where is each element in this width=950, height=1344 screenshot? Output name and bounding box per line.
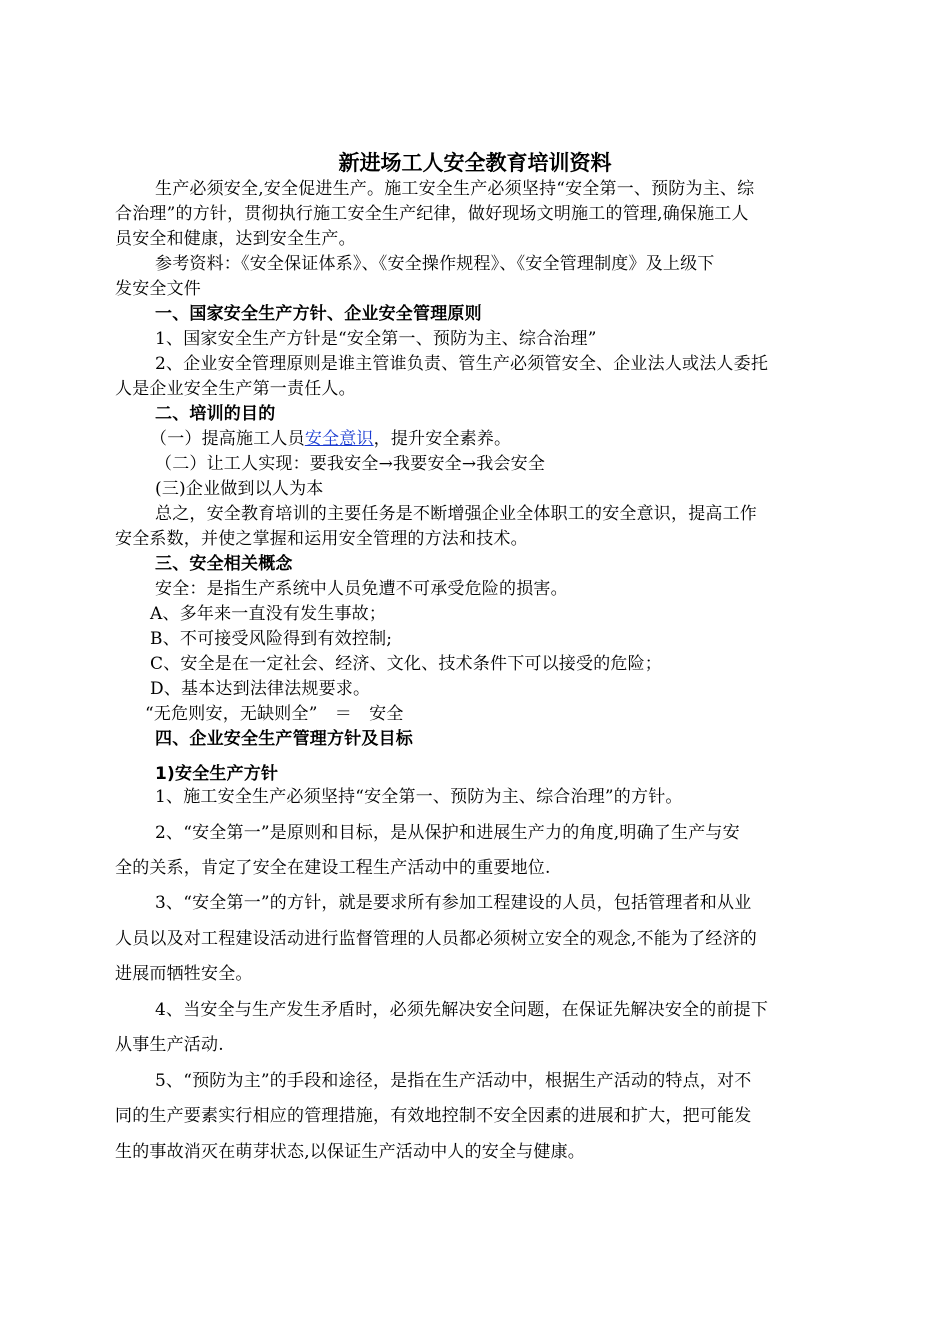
list-item-text: ，提升安全素养。: [373, 429, 512, 449]
section-heading: 一、国家安全生产方针、企业安全管理原则: [155, 304, 482, 324]
paragraph-line: 1、施工安全生产必须坚持“安全第一、预防为主、综合治理”的方针。: [155, 787, 683, 807]
paragraph-line: 1、国家安全生产方针是“安全第一、预防为主、综合治理”: [155, 329, 597, 349]
paragraph-line: 总之，安全教育培训的主要任务是不断增强企业全体职工的安全意识，提高工作: [155, 504, 757, 524]
list-item: A、多年来一直没有发生事故；: [150, 604, 387, 624]
paragraph-line: 2、企业安全管理原则是谁主管谁负责、管生产必须管安全、企业法人或法人委托: [155, 354, 769, 374]
list-item: C、安全是在一定社会、经济、文化、技术条件下可以接受的危险；: [150, 654, 663, 674]
document-title: 新进场工人安全教育培训资料: [338, 151, 612, 175]
list-item: (三)企业做到以人为本: [155, 479, 324, 499]
list-item: B、不可接受风险得到有效控制;: [150, 629, 393, 649]
list-item-text: （一）提高施工人员: [150, 429, 305, 449]
paragraph-line: 2、“安全第一”是原则和目标，是从保护和进展生产力的角度,明确了生产与安: [155, 823, 740, 843]
reference-line: 发安全文件: [115, 279, 201, 299]
list-item: （二）让工人实现：要我安全→我要安全→我会安全: [155, 454, 546, 474]
paragraph-line: 5、“预防为主”的手段和途径，是指在生产活动中，根据生产活动的特点，对不: [155, 1071, 752, 1091]
section-heading: 二、培训的目的: [155, 404, 276, 424]
intro-line: 生产必须安全,安全促进生产。施工安全生产必须坚持“安全第一、预防为主、综: [155, 179, 755, 199]
paragraph-line: 全的关系，肯定了安全在建设工程生产活动中的重要地位.: [115, 858, 551, 878]
paragraph-line: 同的生产要素实行相应的管理措施，有效地控制不安全因素的进展和扩大，把可能发: [115, 1106, 752, 1126]
paragraph-line: 从事生产活动.: [115, 1035, 224, 1055]
section-heading: 三、安全相关概念: [155, 554, 293, 574]
reference-line: 参考资料：《安全保证体系》、《安全操作规程》、《安全管理制度》及上级下: [155, 254, 715, 274]
intro-line: 合治理”的方针，贯彻执行施工安全生产纪律，做好现场文明施工的管理,确保施工人: [115, 204, 749, 224]
paragraph-line: 人是企业安全生产第一责任人。: [115, 379, 356, 399]
paragraph-line: 进展而牺牲安全。: [115, 964, 253, 984]
safety-awareness-link[interactable]: 安全意识: [304, 429, 374, 449]
paragraph-line: 安全系数，并使之掌握和运用安全管理的方法和技术。: [115, 529, 528, 549]
definition-line: 安全：是指生产系统中人员免遭不可承受危险的损害。: [155, 579, 568, 599]
equation-line: “无危则安，无缺则全” ＝ 安全: [145, 704, 404, 724]
paragraph-line: 生的事故消灭在萌芽状态,以保证生产活动中人的安全与健康。: [115, 1142, 586, 1162]
paragraph-line: 3、“安全第一”的方针，就是要求所有参加工程建设的人员，包括管理者和从业: [155, 893, 752, 913]
section-heading: 四、企业安全生产管理方针及目标: [155, 729, 413, 749]
intro-line: 员安全和健康，达到安全生产。: [115, 229, 356, 249]
paragraph-line: 人员以及对工程建设活动进行监督管理的人员都必须树立安全的观念,不能为了经济的: [115, 929, 758, 949]
list-item: [150, 428, 511, 450]
subsection-heading: 1)安全生产方针: [155, 764, 279, 784]
list-item: D、基本达到法律法规要求。: [150, 679, 371, 699]
paragraph-line: 4、当安全与生产发生矛盾时，必须先解决安全问题，在保证先解决安全的前提下: [155, 1000, 769, 1020]
